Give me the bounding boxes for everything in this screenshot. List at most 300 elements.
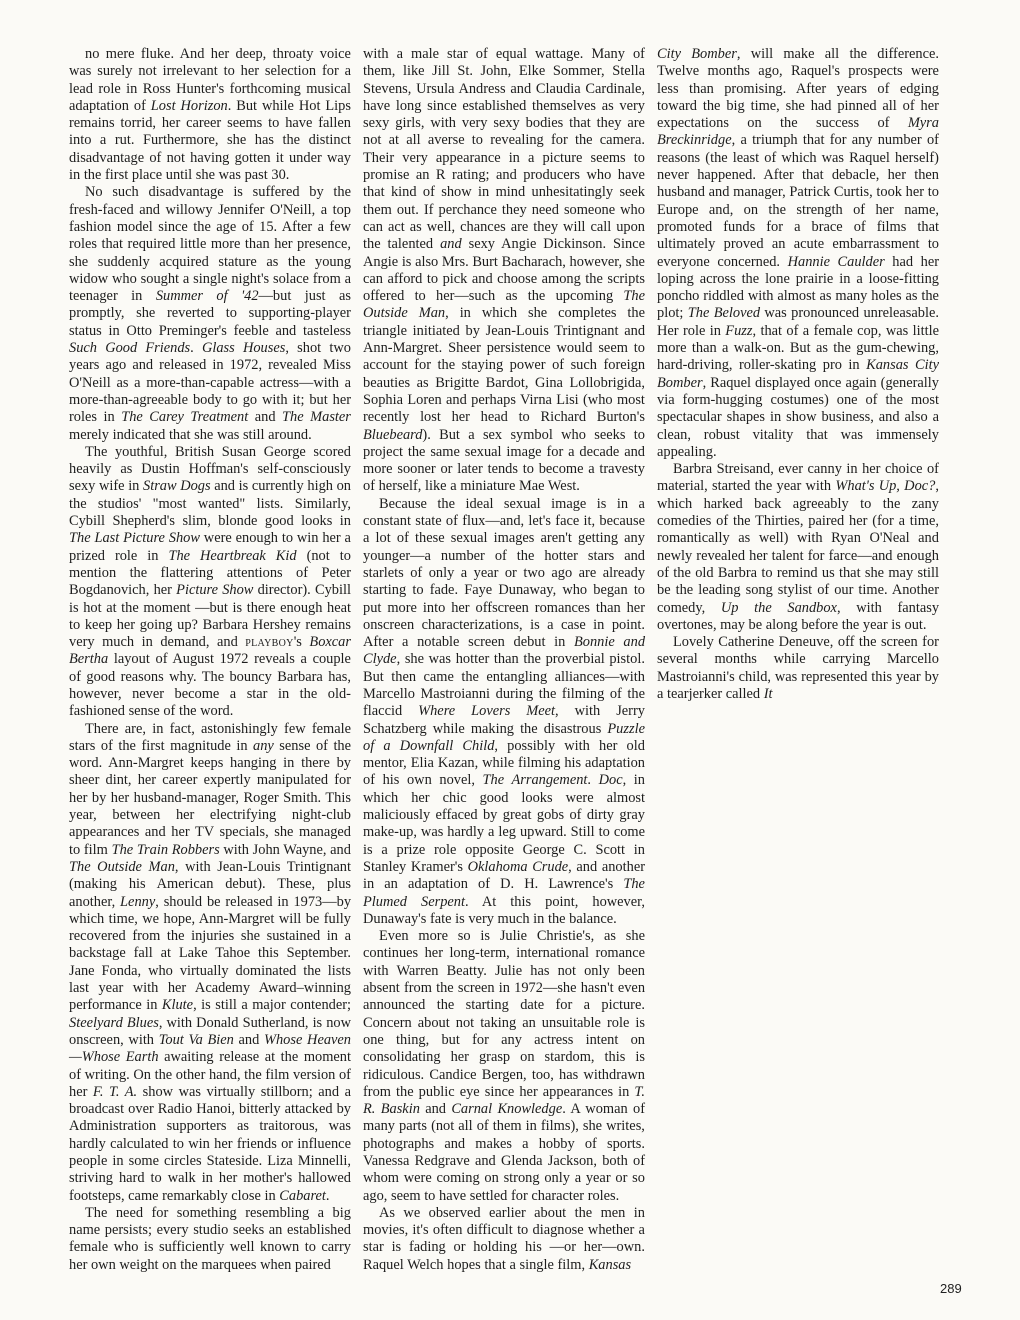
text-run: and [425,1101,446,1118]
text-run: stardom, [544,1049,595,1066]
text-run: whether [587,1222,635,1239]
italic-title: Plumed [363,893,407,910]
text-run: female [311,720,352,737]
text-run: in [633,841,645,858]
italic-title: Lenny [120,893,156,910]
text-run: pro [822,357,842,374]
text-run [137,548,147,564]
text-run: very [69,634,95,651]
text-run: movies, [363,1222,409,1239]
text-run: Angie [363,253,399,270]
text-run: After [763,167,794,184]
text-run: her [218,1170,238,1187]
text-run: talented [387,236,434,253]
text-run: keep [84,616,113,633]
text-run [158,980,168,996]
text-run: that [363,184,385,201]
text-run: Kramer's [410,858,463,875]
text-run: or [615,1170,628,1187]
text-run: Claudia [535,80,581,97]
text-run: to [598,824,610,841]
text-run: her [137,772,157,789]
text-run: word. [200,703,234,720]
text-run: image [551,495,587,512]
text-run [266,876,278,892]
text-run: of [853,201,866,218]
text-run: initiated [412,322,460,339]
text-run: The [85,1204,108,1221]
text-run: any [501,1031,522,1048]
text-run: they [596,115,622,132]
text-run: of [410,564,423,581]
text-run: the [538,685,557,702]
text-run: of [363,478,375,495]
text-run: of [69,668,81,685]
text-run: characterizations, [421,616,523,633]
text-run: ago, [363,1187,388,1204]
italic-title: Show [222,582,254,599]
text-run: in [339,513,351,530]
text-run: and [254,409,276,426]
text-run: a [344,530,351,547]
text-run [106,132,115,148]
text-run: ago, [758,63,783,80]
text-run: a [134,374,141,391]
text-run: a [381,841,388,858]
text-run [429,1032,441,1048]
text-run: slim, [182,513,211,530]
text-run: she [195,167,215,184]
text-run: up? [177,616,198,633]
text-run: more [210,236,241,253]
text-run: fade. [429,582,459,599]
text-run: Lawrence's [548,876,614,893]
text-run [381,236,388,252]
text-run [841,600,857,616]
text-run: success [815,115,860,132]
italic-title: The [69,530,91,547]
text-run [906,167,914,183]
text-run: suffered [252,184,300,201]
text-run: was [428,651,452,668]
text-run [843,202,853,218]
text-run [595,1049,605,1065]
text-run: loose-fitting [868,270,939,287]
text-run: off [837,634,855,651]
text-run: actress [534,1031,574,1048]
text-run: moment [303,1049,351,1066]
text-run: however, [69,685,122,702]
text-run: was [774,668,798,685]
text-run [439,46,447,62]
text-run: her [749,547,768,564]
text-run: injuries [191,928,235,945]
text-run: attentions [226,564,283,581]
text-run: ). [422,426,431,443]
italic-title: What's [835,478,875,495]
text-run: there [301,755,330,772]
text-run: the [885,391,904,408]
text-run: as [905,288,918,305]
text-run [865,202,875,218]
text-run: still [215,997,237,1014]
text-run: in [141,634,153,651]
text-run [823,530,832,546]
text-run: appearance [435,149,501,166]
text-run: in [618,1083,630,1100]
text-run [147,565,160,581]
text-run: everyone [657,253,710,270]
text-run: on [336,478,351,495]
text-run: her [920,253,939,270]
text-run [300,132,309,148]
text-run: to [225,305,237,322]
text-run: an [522,1014,536,1031]
text-run [800,219,811,235]
text-run: her [332,391,352,408]
text-run: Bergen, [481,1066,527,1083]
text-run: flattering [160,564,214,581]
text-run: fading [408,1239,446,1256]
text-run: than [493,651,519,668]
text-run: observed [428,1204,481,1221]
italic-title: Friends [145,340,191,357]
text-run: of [786,322,799,339]
text-run [487,963,495,979]
text-run: sheer [69,772,100,789]
text-run [426,288,436,304]
text-run: in [478,184,490,201]
text-run: Welch [407,1256,444,1273]
text-run [764,236,772,252]
text-run: night-club [291,807,351,824]
text-run [783,219,794,235]
text-run [330,755,337,771]
text-run: chic [442,789,467,806]
text-run: a [856,270,863,287]
text-run: another [601,858,645,875]
italic-title: Where [418,703,456,720]
text-run: with [564,737,590,754]
text-run: pick [442,270,468,287]
text-run: a [527,149,535,166]
text-run: men [600,1204,626,1221]
text-run: R [435,167,446,184]
text-run: is [596,495,607,512]
text-run: Richard [540,409,587,426]
text-run: footsteps, [69,1187,125,1204]
text-run: make [783,46,815,62]
text-run: gray [619,807,645,824]
text-run: many [363,1118,395,1135]
text-run: But [439,426,460,443]
text-run [675,392,683,408]
text-run: big [726,97,745,114]
text-run: John, [480,63,512,80]
text-run [523,617,530,633]
text-run: Bacharach, [501,253,566,270]
italic-title [266,548,276,564]
text-run: of [853,218,866,235]
text-run: as [601,97,614,114]
text-run [296,323,303,339]
text-run [578,548,588,564]
text-run: of [902,97,915,114]
text-run: this [604,1049,626,1066]
text-run: for [321,63,339,80]
text-run: is [635,1014,645,1031]
text-run: making [470,720,514,737]
text-run: irrelevant [162,63,218,80]
text-run: it, [583,513,596,530]
text-run: the [280,1049,299,1066]
text-run: agreeably [792,495,849,512]
text-run [402,703,418,719]
text-run: word. [69,755,103,772]
text-run [594,928,604,944]
italic-title: The [623,288,645,305]
text-run [393,634,402,650]
text-run: be [206,893,221,910]
text-run: that [806,426,828,443]
text-run: still [917,564,940,581]
text-run: had [810,97,832,114]
text-run: or [281,1135,294,1152]
italic-title: Kansas [866,357,909,374]
text-run [625,46,633,62]
text-run: robust [703,426,740,443]
text-run: during [495,685,534,702]
text-run [475,427,483,443]
text-run [593,132,600,148]
text-run [384,1032,396,1048]
text-run [788,530,797,546]
text-run: represented [801,668,868,685]
text-run [324,1205,332,1221]
text-run: role [98,80,121,97]
text-run: But [236,97,258,114]
text-run: a [182,270,190,287]
text-run: that [917,218,939,235]
text-run [786,202,796,218]
text-run [576,1239,584,1255]
text-run: zany [911,495,939,512]
text-run: that [484,1256,506,1273]
text-run: Burton's [596,409,645,426]
text-run: foreign [603,357,646,374]
text-run: since [484,1083,515,1100]
text-run [398,790,411,806]
text-run [420,1205,428,1221]
italic-title [203,288,216,304]
text-run: sense [279,737,311,754]
text-run: fact, [169,720,195,737]
text-run [414,617,421,633]
text-run: notable [417,634,460,651]
text-run: her [69,789,88,806]
text-run: husband-manager, [133,789,239,806]
text-run: good [264,513,294,530]
text-run [102,323,109,339]
text-run: with [574,703,601,720]
text-run: never [132,685,165,702]
text-run: Jill [432,63,450,80]
text-run: traitorous, [259,1118,319,1135]
text-run: is [401,253,412,270]
text-run: . [325,1187,330,1204]
text-run: unhesitatingly [531,184,614,201]
text-run: a [402,634,409,651]
text-run: a [344,1083,351,1100]
italic-title: City [914,357,939,374]
text-run: sports. [607,1135,645,1152]
text-run: Catherine [718,634,775,651]
text-run [625,1205,633,1221]
text-run: Raquel [363,1256,404,1273]
text-run: , [836,599,841,616]
text-run: good [86,668,116,685]
text-run [604,617,611,633]
text-run: eye [459,1083,480,1100]
text-run: between [112,807,161,824]
text-run [103,184,113,200]
text-run: . [587,772,592,789]
text-run: the [299,685,318,702]
text-run: the [437,495,456,512]
text-run [566,1205,574,1221]
text-run [141,496,152,512]
text-run: sexy [363,115,390,132]
text-run [824,167,832,183]
text-run: because [599,513,645,530]
text-run: 1973—by [293,893,352,910]
text-run: months [707,63,750,80]
text-run: hallowed [298,1170,351,1187]
text-run [594,790,607,806]
text-run: more [387,599,417,616]
text-run: A [570,1101,580,1118]
text-run: until [165,167,193,184]
text-run: O'Neal [869,530,910,547]
text-run: symbol [510,426,553,443]
text-run: and [471,270,493,287]
text-run [586,427,594,443]
text-run: flaccid [363,703,403,720]
text-run: Roger [243,789,279,806]
text-run: sense [128,703,160,720]
italic-title: Caulder [837,253,885,270]
text-run: Stella [612,63,645,80]
text-run: in [326,928,338,945]
text-run: remains [305,616,351,633]
text-run: wattage. [535,46,584,62]
text-run: withdrawn [583,1066,645,1083]
text-run: first [141,737,165,754]
text-run: the [363,236,381,253]
text-run: the [675,582,694,599]
text-run: dirty [586,807,615,824]
italic-title: Bluebeard [363,426,423,443]
text-run: prized [69,547,105,564]
text-run: very [402,149,428,166]
text-run: a [574,1170,582,1187]
text-run [740,46,750,62]
text-run [305,254,315,270]
italic-title: Myra [907,115,939,132]
text-run: while [261,97,294,114]
text-run: a [583,997,591,1014]
text-run: to [633,426,645,443]
italic-title: Cabaret [279,1187,326,1204]
text-run: of [163,703,176,720]
text-run [485,548,495,564]
text-run: Redgrave [414,1153,470,1169]
text-run: Hot [298,97,321,114]
text-run: act [387,218,405,235]
text-run: demand, [160,634,210,651]
text-run [510,1049,520,1065]
text-run: as [266,253,279,270]
italic-title: Baskin [380,1101,420,1118]
text-run: happened. [697,167,756,184]
text-run: a [344,63,351,80]
text-run [889,81,899,97]
text-run: was [178,1083,201,1100]
text-run: last [69,980,89,997]
text-run: debacle, [831,167,880,184]
text-run [509,997,520,1013]
text-run: own [90,1256,116,1273]
text-run: will [278,910,302,927]
text-run: a [794,218,801,235]
text-run: to [633,340,645,357]
text-run [111,461,120,477]
text-run: ago [551,564,573,581]
text-run: with [132,980,159,997]
italic-title: Crude [532,858,569,875]
italic-title: Straw [143,478,177,495]
text-run: scored [313,443,351,460]
text-run [910,530,919,546]
text-run: a [522,1135,529,1152]
text-run: Virna [520,391,552,408]
text-run: past [244,167,268,184]
text-run: under [288,149,322,166]
text-run: number [440,547,485,564]
text-run: hotter [455,651,490,668]
text-run: hand, [208,1066,241,1083]
text-run [859,115,877,131]
text-run: one [836,391,858,408]
text-run: months [714,651,757,668]
text-run: equal [495,46,527,62]
text-run: and [496,167,517,184]
text-run: as [120,461,133,478]
text-run: Julie [499,928,527,945]
text-run [88,254,98,270]
text-run: upward. [519,824,567,841]
text-run: upon [616,218,645,235]
text-run: this [257,945,279,962]
text-run [158,548,168,564]
text-run: in [498,980,510,997]
text-run: point. [611,616,645,633]
text-run: mentor, [363,755,407,772]
text-run: time, [909,513,939,530]
text-run: awaiting [164,1049,214,1066]
text-run: American [156,876,214,893]
text-run: Dickinson. [543,236,607,253]
